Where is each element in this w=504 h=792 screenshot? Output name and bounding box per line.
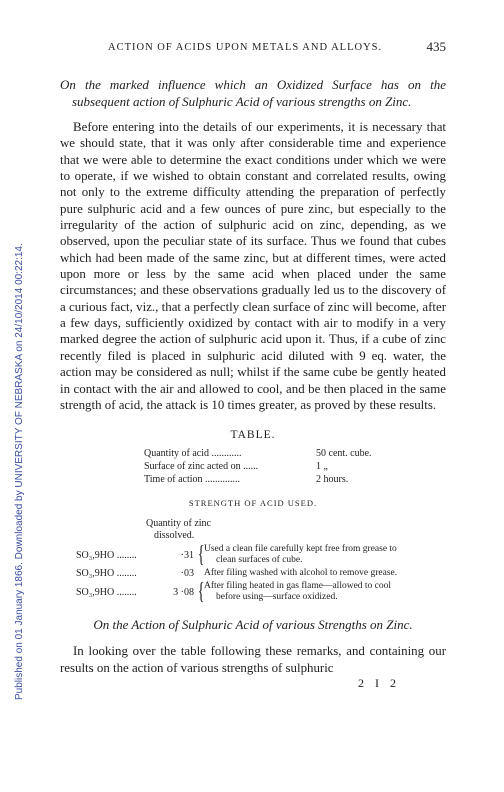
table-row-value: 2 hours. xyxy=(316,474,349,486)
table-row xyxy=(60,473,446,486)
result-quantity: 3 ·08 xyxy=(173,586,194,598)
result-formula: SO₃,9HO ........ xyxy=(76,586,137,598)
brace-icon: { xyxy=(197,542,205,569)
page-header xyxy=(60,38,446,56)
table-row-value: 1 „ xyxy=(316,461,328,473)
quantity-label xyxy=(146,518,446,542)
table-row-value: 50 cent. cube. xyxy=(316,448,372,460)
section-title: On the marked influence which an Oxidized Surface has on the subsequent action of Sulphuric Acid of various strengths on Zinc. xyxy=(60,77,446,109)
table-row xyxy=(60,447,446,460)
result-formula: SO₃,9HO ........ xyxy=(76,568,137,580)
result-note-line: before using—surface oxidized. xyxy=(216,592,338,603)
quantity-label-line: Quantity of zinc xyxy=(146,518,211,530)
sidebar-text: Published on 01 January 1866. Downloaded by UNIVERSITY OF NEBRASKA on 24/10/2014 00:22:14. xyxy=(14,243,25,700)
result-row xyxy=(60,542,446,569)
table-row xyxy=(60,460,446,473)
strength-heading: STRENGTH OF ACID USED. xyxy=(188,498,318,509)
table-row-label: Surface of zinc acted on ...... xyxy=(144,461,259,473)
running-head: ACTION OF ACIDS UPON METALS AND ALLOYS. xyxy=(108,42,383,53)
result-row xyxy=(60,568,446,579)
signature-mark: 2 I 2 xyxy=(358,675,400,690)
result-note-line: clean surfaces of cube. xyxy=(216,555,303,566)
table-row-label: Time of action .............. xyxy=(144,474,241,486)
result-note-line: After filing washed with alcohol to remove grease. xyxy=(204,568,398,579)
result-note-line: After filing heated in gas flame—allowed to cool xyxy=(204,581,392,592)
page-content xyxy=(60,38,446,691)
section-title-2: On the Action of Sulphuric Acid of various Strengths on Zinc. xyxy=(93,617,413,633)
result-formula: SO₃,9HO ........ xyxy=(76,549,137,561)
result-quantity: ·03 xyxy=(180,568,194,580)
table-row-label: Quantity of acid ............ xyxy=(144,448,242,460)
body-paragraph-1: Before entering into the details of our experiments, it is necessary that we should state, that it was only after considerable time and experience that we were able to determine the exact conditions under which we were to operate, if we wished to obtain constant and correlated results, owing not only to the extreme difficulty attending the preparation of perfectly pure sulphuric acid and a few ounces of pure zinc, but especially to the irregularity of the action of sulphuric acid on zinc, depending, as we observed, upon the peculiar state of its surface. Thus we found that cubes which had been made of the same zinc, but at different times, were acted upon more or less by the same acid when placed under the same circumstances; and these observations gradually led us to the discovery of a curious fact, viz., that a perfectly clean surface of zinc will become, after a few days, sufficiently oxidized by contact with air to modify in a very marked degree the action of sulphuric acid upon it. Thus, if a cube of zinc recently filed is placed in sulphuric acid diluted with 9 eq. water, the action may be considered as null; whilst if the same cube be gently heated in contact with the air and allowed to cool, and be then placed in the same strength of acid, the attack is 10 times greater, as proved by these results. xyxy=(60,120,446,412)
result-quantity: ·31 xyxy=(180,549,194,561)
quantity-label-line: dissolved. xyxy=(154,530,195,542)
table-title: TABLE. xyxy=(230,429,276,442)
page-number: 435 xyxy=(426,39,446,54)
publication-sidebar xyxy=(2,60,25,700)
result-note-line: Used a clean file carefully kept free from grease to xyxy=(204,544,397,555)
brace-icon: { xyxy=(197,579,205,606)
result-note xyxy=(204,544,397,566)
result-note xyxy=(204,568,397,579)
body-paragraph-2: In looking over the table following these remarks, and containing our results on the action of various strengths of sulphuric xyxy=(60,644,446,675)
result-row xyxy=(60,579,446,606)
conditions-table xyxy=(60,447,446,486)
result-note xyxy=(204,581,391,603)
